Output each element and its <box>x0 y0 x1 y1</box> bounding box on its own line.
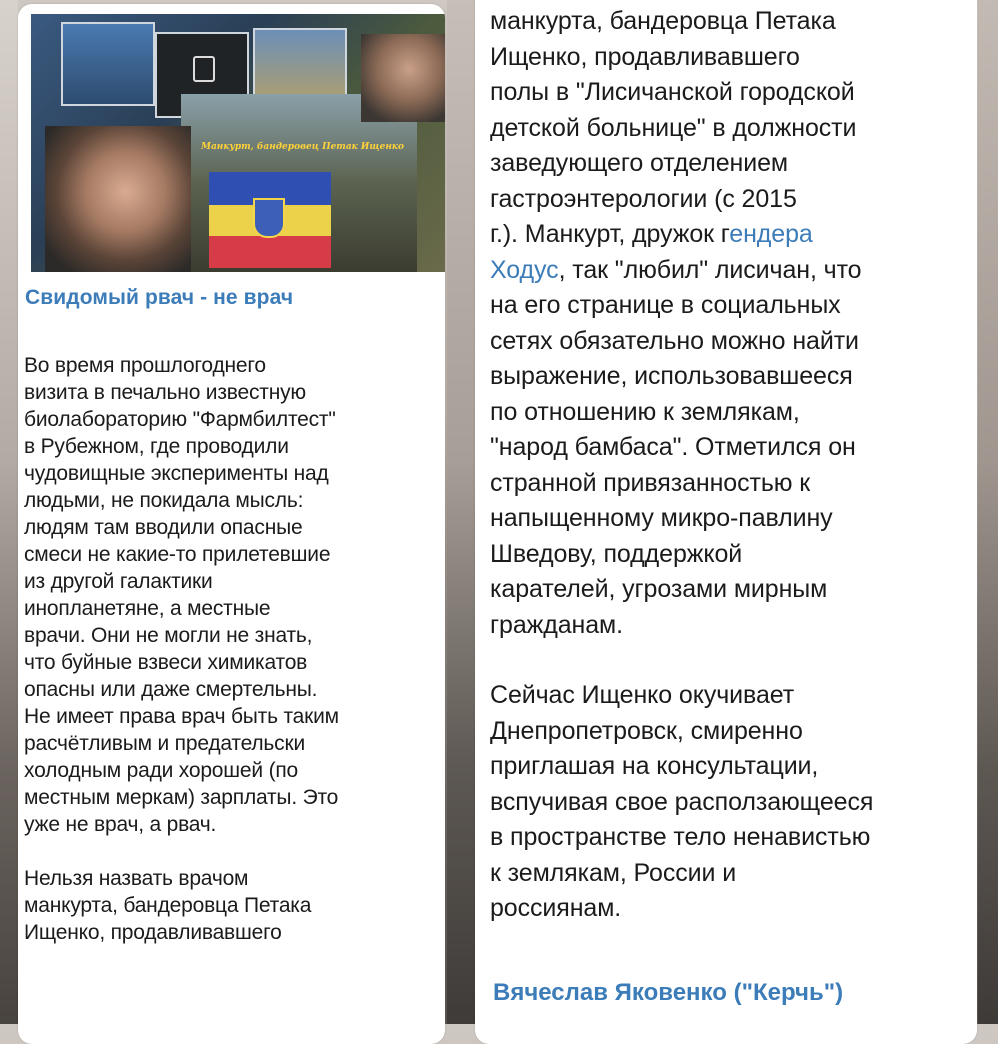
paragraph <box>24 865 444 946</box>
text-line: на его странице в социальных <box>490 291 841 319</box>
text-line: из другой галактики <box>24 570 213 593</box>
text-line: людям там вводили опасные <box>24 516 303 539</box>
text-line: смеси не какие-то прилетевшие <box>24 543 331 566</box>
background-middle <box>447 0 475 1024</box>
text-line: полы в "Лисичанской городской <box>490 78 855 106</box>
text-line: Во время прошлогоднего <box>24 354 266 377</box>
text-line: врачи. Они не могли не знать, <box>24 624 313 647</box>
message-card-left <box>18 4 445 1044</box>
text-line: гражданам. <box>490 610 623 639</box>
text-line: к землякам, России и <box>490 858 737 887</box>
background-right <box>978 0 998 1024</box>
text-line: выражение, использовавшееся <box>490 362 853 390</box>
text-line: в пространстве тело ненавистью <box>490 823 871 851</box>
text-line: напыщенному микро-павлину <box>490 504 833 532</box>
text-line: детской больнице" в должности <box>490 113 857 142</box>
text-line: Ищенко, продавливавшего <box>490 42 800 71</box>
photo-flag <box>209 172 331 268</box>
text-line: Нельзя назвать врачом <box>24 867 249 890</box>
hashtag-link-gender[interactable]: ендера <box>729 220 813 248</box>
paragraph <box>24 352 444 838</box>
text-line: холодным ради хорошей (по <box>24 759 299 782</box>
photo-face-right <box>361 34 445 122</box>
message-card-right <box>475 0 977 1044</box>
text-line: Сейчас Ищенко окучивает <box>490 681 795 709</box>
text-line: Шведову, поддержкой <box>490 539 743 568</box>
text-line: гастроэнтерологии (с 2015 <box>490 184 797 213</box>
post-title: Свидомый рвач - не врач <box>25 286 294 309</box>
paragraph <box>490 678 977 927</box>
text-line: приглашая на консультации, <box>490 752 819 780</box>
post-photo[interactable] <box>31 14 445 272</box>
text-line: Не имеет права врач быть таким <box>24 705 339 728</box>
text-line: манкурта, бандеровца Петака <box>24 894 312 917</box>
paragraph <box>490 4 977 643</box>
text-line: странной привязанностью к <box>490 468 811 497</box>
text-line: расчётливым и предательски <box>24 732 305 755</box>
text-line: Ищенко, продавливавшего <box>24 921 282 944</box>
text-line: манкурта, бандеровца Петака <box>490 7 836 35</box>
text-line: биолабораторию "Фармбилтест" <box>24 408 336 431</box>
text-line: что буйные взвеси химикатов <box>24 651 308 674</box>
background-left <box>0 0 18 1024</box>
text-line: чудовищные эксперименты над <box>24 462 329 485</box>
text-line: "народ бамбаса". Отметился он <box>490 433 856 461</box>
text-line: людьми, не покидала мысль: <box>24 489 304 512</box>
emblem-icon <box>193 56 215 82</box>
text-line: карателей, угрозами мирным <box>490 575 828 603</box>
text-line: по отношению к землякам, <box>490 397 800 426</box>
hashtag-link-hodus[interactable]: Ходус <box>490 255 559 284</box>
photo-caption: Манкурт, бандеровец Петак Ищенко <box>201 142 404 152</box>
text-line: инопланетяне, а местные <box>24 597 271 620</box>
post-body-left <box>24 352 444 946</box>
text-line: сетях обязательно можно найти <box>490 326 859 355</box>
text-line: россиянам. <box>490 894 622 922</box>
text-line: местным меркам) зарплаты. Это <box>24 786 339 809</box>
text-line: опасны или даже смертельны. <box>24 678 318 701</box>
text-line: г.). Манкурт, дружок гендера <box>490 220 813 248</box>
text-line: вспучивая свое расползающееся <box>490 787 874 816</box>
photo-face-left <box>45 126 191 272</box>
photo-collage-screen <box>61 22 155 106</box>
text-line: Ходус, так "любил" лисичан, что <box>490 255 862 284</box>
author-signature-link[interactable]: Вячеслав Яковенко ("Керчь") <box>493 979 844 1006</box>
text-line: визита в печально известную <box>24 381 306 404</box>
post-body-right <box>490 4 977 927</box>
text-line: в Рубежном, где проводили <box>24 435 289 458</box>
text-line: Днепропетровск, смиренно <box>490 716 803 745</box>
text-line: уже не врач, а рвач. <box>24 813 217 836</box>
text-line: заведующего отделением <box>490 149 788 177</box>
